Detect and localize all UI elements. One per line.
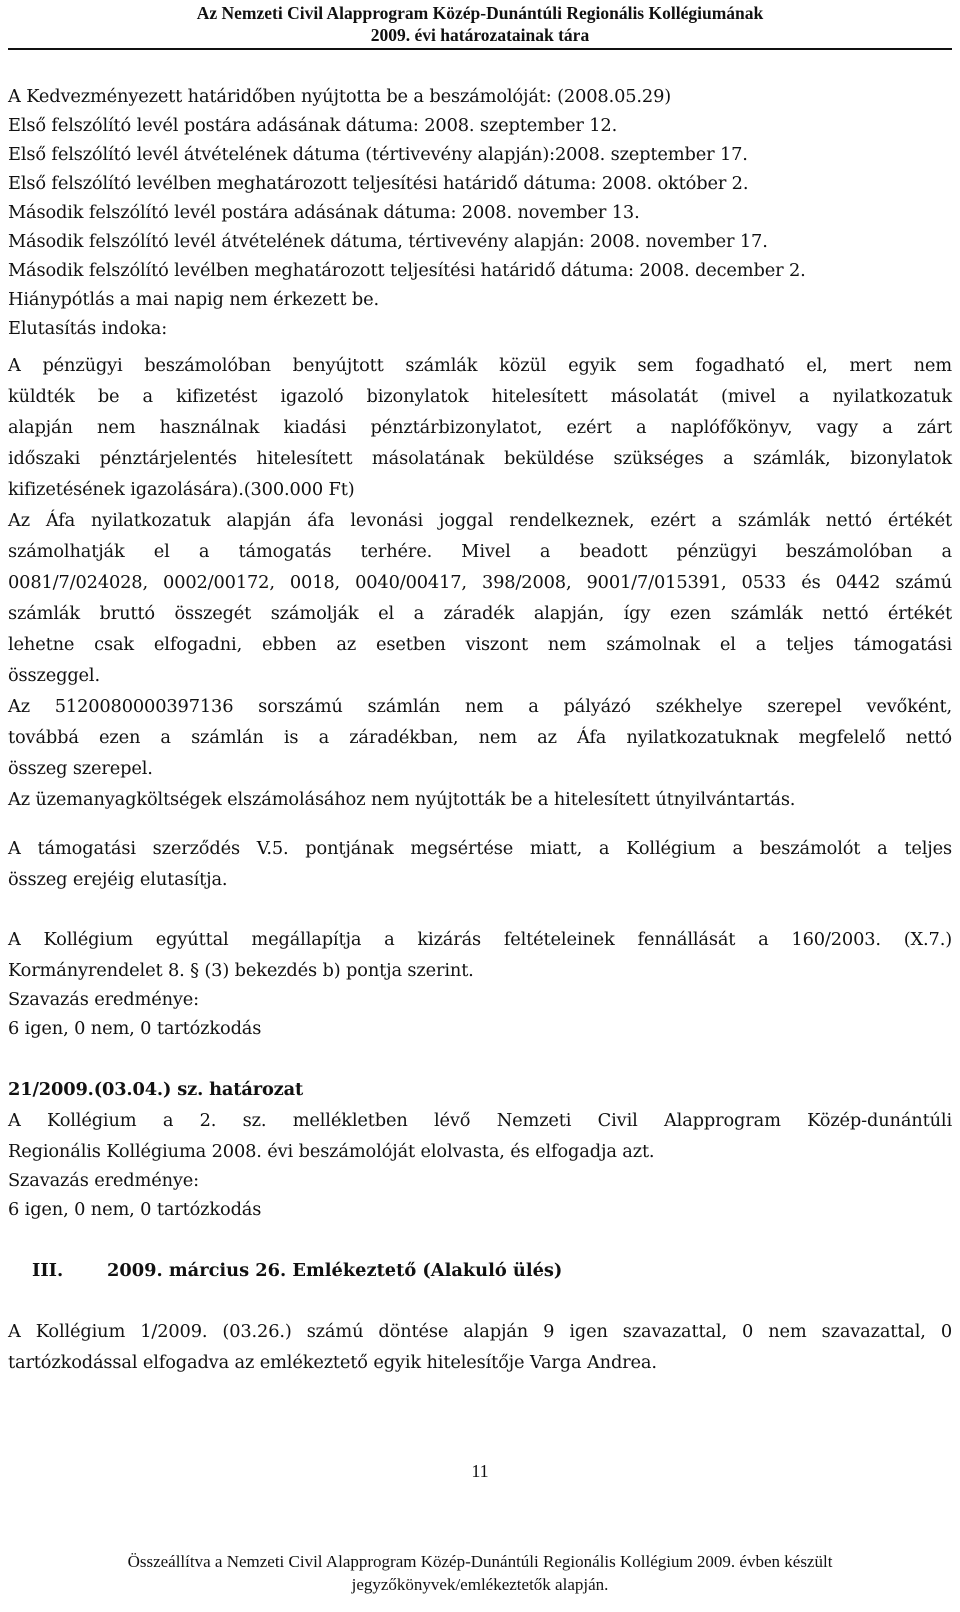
paragraph-line: tartózkodással elfogadva az emlékeztető egyik hitelesítője Varga Andrea. [8, 1352, 657, 1373]
text-line: Hiánypótlás a mai napig nem érkezett be. [8, 289, 380, 310]
paragraph-line: összeg szerepel. [8, 758, 153, 779]
text-line: Első felszólító levél átvételének dátuma (tértivevény alapján):2008. szeptember 17. [8, 144, 748, 165]
header-divider [8, 48, 952, 50]
page-header [0, 0, 960, 46]
page-number: 11 [471, 1461, 489, 1481]
text-line: Első felszólító levélben meghatározott teljesítési határidő dátuma: 2008. október 2. [8, 173, 749, 194]
paragraph-line: A Kollégium egyúttal megállapítja a kizárás feltételeinek fennállását a 160/2003. (X.7.) [8, 929, 952, 950]
text-line: Második felszólító levélben meghatározott teljesítési határidő dátuma: 2008. december 2. [8, 260, 806, 281]
paragraph-line: Az 5120080000397136 sorszámú számlán nem a pályázó székhelye szerepel vevőként, [8, 696, 952, 717]
vote-result-label: Szavazás eredménye: [8, 989, 200, 1010]
paragraph-line: A Kollégium 1/2009. (03.26.) számú döntése alapján 9 igen szavazattal, 0 nem szavazattal, 0 [8, 1321, 952, 1342]
page-footer [0, 1550, 960, 1596]
paragraph-line: továbbá ezen a számlán is a záradékban, nem az Áfa nyilatkozatuknak megfelelő nettó [8, 727, 952, 748]
paragraph-line: alapján nem használnak kiadási pénztárbizonylatot, ezért a naplófőkönyv, vagy a zárt [8, 417, 952, 438]
paragraph-line: A támogatási szerződés V.5. pontjának megsértése miatt, a Kollégium a beszámolót a teljes [8, 838, 952, 859]
paragraph-line: számlák bruttó összegét számolják el a záradék alapján, így ezen számlák nettó értékét [8, 603, 952, 624]
paragraph-line: Regionális Kollégiuma 2008. évi beszámolóját elolvasta, és elfogadja azt. [8, 1141, 655, 1162]
paragraph-line: A pénzügyi beszámolóban benyújtott számlák közül egyik sem fogadható el, mert nem [8, 355, 952, 376]
footer-line: jegyzőkönyvek/emlékeztetők alapján. [351, 1575, 609, 1594]
paragraph-line: küldték be a kifizetést igazoló bizonylatok hitelesített másolatát (mivel a nyilatkozatuk [8, 386, 952, 407]
section-title: 2009. március 26. Emlékeztető (Alakuló ülés) [107, 1260, 563, 1281]
footer-line: Összeállítva a Nemzeti Civil Alapprogram Közép-Dunántúli Regionális Kollégium 2009. évben készült [127, 1552, 833, 1571]
paragraph-line: időszaki pénztárjelentés hitelesített másolatának beküldése szükséges a számlák, bizonylatok [8, 448, 952, 469]
paragraph-line: összeg erejéig elutasítja. [8, 869, 228, 890]
paragraph-line: Az üzemanyagköltségek elszámolásához nem nyújtották be a hitelesített útnyilvántartás. [8, 789, 796, 810]
section-number: III. [32, 1260, 64, 1281]
vote-result-value: 6 igen, 0 nem, 0 tartózkodás [8, 1018, 262, 1039]
header-subtitle: 2009. évi határozatainak tára [370, 25, 590, 45]
text-line: Első felszólító levél postára adásának dátuma: 2008. szeptember 12. [8, 115, 618, 136]
text-line: A Kedvezményezett határidőben nyújtotta be a beszámolóját: (2008.05.29) [8, 86, 672, 107]
paragraph-line: Kormányrendelet 8. § (3) bekezdés b) pontja szerint. [8, 960, 474, 981]
resolution-heading: 21/2009.(03.04.) sz. határozat [8, 1079, 304, 1100]
vote-result-label: Szavazás eredménye: [8, 1170, 200, 1191]
paragraph-line: lehetne csak elfogadni, ebben az esetben viszont nem számolnak el a teljes támogatási [8, 634, 952, 655]
paragraph-line: A Kollégium a 2. sz. mellékletben lévő Nemzeti Civil Alapprogram Közép-dunántúli [8, 1110, 952, 1131]
vote-result-value: 6 igen, 0 nem, 0 tartózkodás [8, 1199, 262, 1220]
text-line: Második felszólító levél átvételének dátuma, tértivevény alapján: 2008. november 17. [8, 231, 768, 252]
paragraph-line: kifizetésének igazolására).(300.000 Ft) [8, 479, 355, 500]
paragraph-line: Az Áfa nyilatkozatuk alapján áfa levonási joggal rendelkeznek, ezért a számlák nettó értékét [8, 510, 952, 531]
text-line: Második felszólító levél postára adásának dátuma: 2008. november 13. [8, 202, 640, 223]
header-title: Az Nemzeti Civil Alapprogram Közép-Dunántúli Regionális Kollégiumának [196, 3, 764, 23]
paragraph-line: összeggel. [8, 665, 100, 686]
paragraph-line: 0081/7/024028, 0002/00172, 0018, 0040/00417, 398/2008, 9001/7/015391, 0533 és 0442 számú [8, 572, 952, 593]
paragraph-line: számolhatják el a támogatás terhére. Mivel a beadott pénzügyi beszámolóban a [8, 541, 952, 562]
rejection-reason-heading: Elutasítás indoka: [8, 318, 168, 339]
